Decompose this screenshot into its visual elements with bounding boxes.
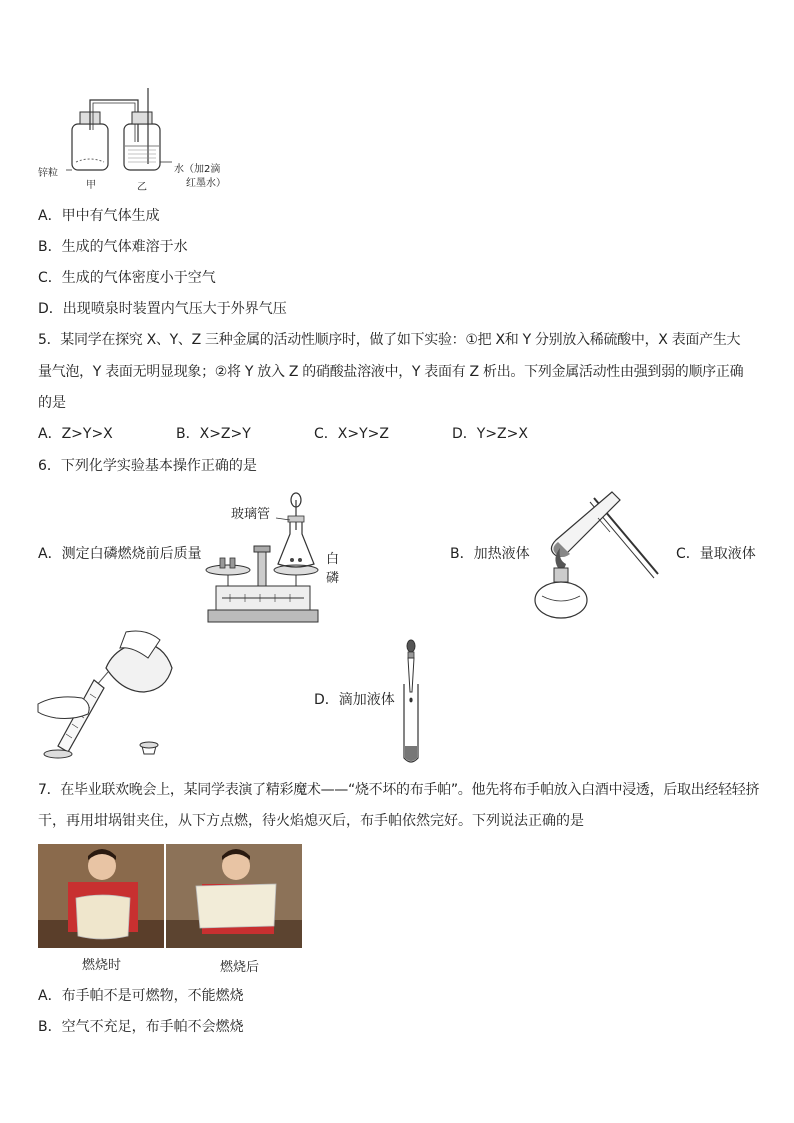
q6-option-c: C．量取液体 (676, 546, 756, 562)
caption-burning: 燃烧时 (82, 958, 122, 973)
q7-stem-line1: 7．在毕业联欢晚会上，某同学表演了精彩魔术——“烧不坏的布手帕”。他先将布手帕放入白酒中浸透，后取出经轻轻挤 (38, 782, 760, 798)
q6-stem: 6．下列化学实验基本操作正确的是 (38, 458, 257, 474)
q5-stem-line2: 量气泡，Y 表面无明显现象；②将 Y 放入 Z 的硝酸盐溶液中，Y 表面有 Z 析出。下列金属活动性由强到弱的顺序正确 (38, 364, 744, 380)
phosphorus-label: 磷 (326, 571, 340, 586)
q6-option-b: B．加热液体 (450, 546, 530, 562)
measuring-liquid-figure (36, 628, 176, 764)
q5-stem-line1: 5．某同学在探究 X、Y、Z 三种金属的活动性顺序时，做了如下实验：①把 X和 Y 分别放入稀硫酸中，X 表面产生大 (38, 332, 741, 348)
q6-option-d: D．滴加液体 (314, 692, 395, 708)
white-label: 白 (326, 552, 340, 567)
dropping-liquid-figure (396, 638, 426, 766)
q7-stem-line2: 干，再用坩埚钳夹住，从下方点燃，待火焰熄灭后，布手帕依然完好。下列说法正确的是 (38, 813, 584, 829)
bottle-yi-label: 乙 (137, 182, 147, 193)
caption-after-burning: 燃烧后 (220, 960, 260, 975)
water-label-1: 水（加2滴 (174, 164, 221, 175)
bottle-jia-label: 甲 (86, 180, 96, 191)
burning-photo-icon (38, 844, 164, 948)
q6-option-a: A．测定白磷燃烧前后质量 (38, 546, 202, 562)
q4-option-b: B．生成的气体难溶于水 (38, 239, 188, 255)
heating-liquid-figure (528, 484, 664, 624)
q5-stem-line3: 的是 (38, 395, 66, 411)
zinc-label: 锌粒 (38, 168, 58, 179)
q5-option-a: A．Z>Y>X (38, 426, 113, 442)
q4-option-a: A．甲中有气体生成 (38, 208, 160, 224)
q4-option-d: D．出现喷泉时装置内气压大于外界气压 (38, 301, 287, 317)
q5-option-c: C．X>Y>Z (314, 426, 389, 442)
q4-option-c: C．生成的气体密度小于空气 (38, 270, 216, 286)
q7-option-a: A．布手帕不是可燃物，不能燃烧 (38, 988, 244, 1004)
q7-option-b: B．空气不充足，布手帕不会燃烧 (38, 1019, 244, 1035)
water-label-2: 红墨水） (186, 178, 226, 189)
photo-burning (38, 844, 164, 948)
q5-option-b: B．X>Z>Y (176, 426, 251, 442)
q5-option-d: D．Y>Z>X (452, 426, 528, 442)
after-burning-photo-icon (166, 844, 302, 948)
glass-tube-label: 玻璃管 (231, 507, 271, 522)
photo-after-burning (166, 844, 302, 948)
